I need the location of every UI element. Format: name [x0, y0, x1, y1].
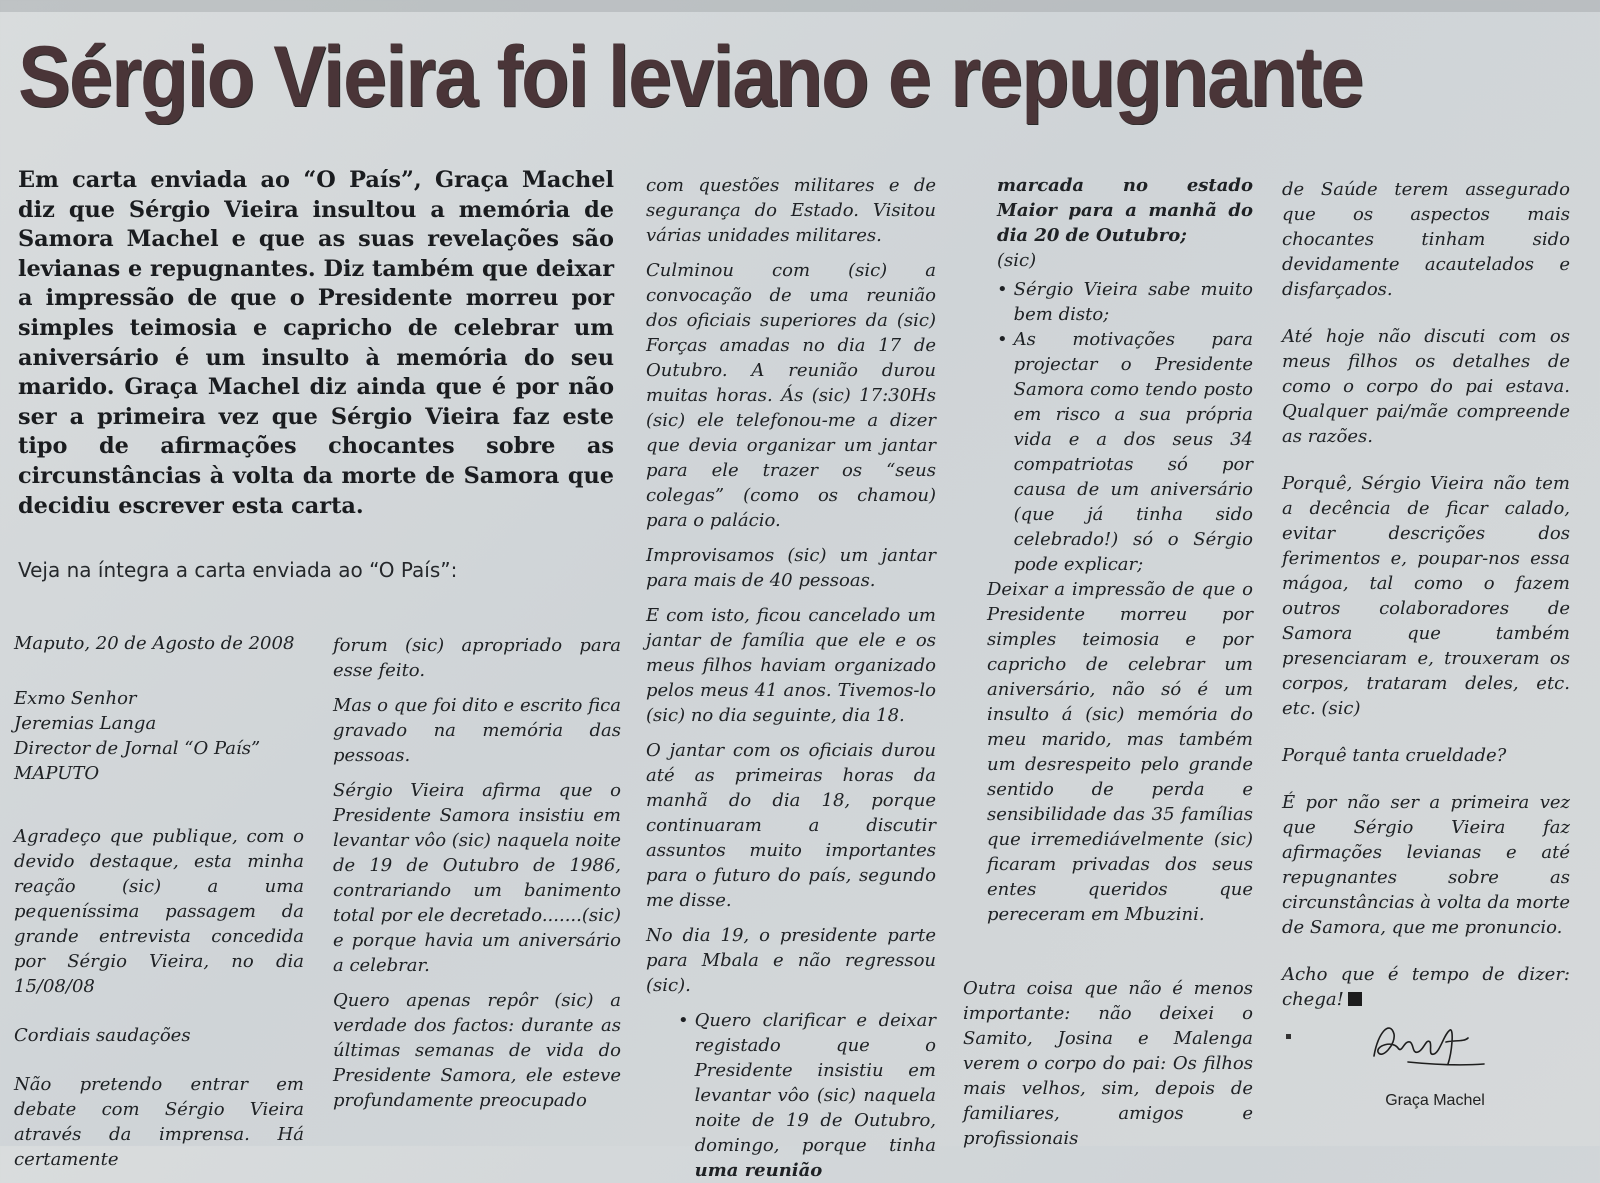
letter-closing: [1282, 962, 1570, 1012]
letter-paragraph: de Saúde terem assegurado que os aspectos mais chocantes tinham sido devidamente acautelados e disfarçados.: [1282, 179, 1570, 300]
bullet-text: As motivações para projectar o Presidente Samora como tendo posto em risco a sua própria vida e a dos seus 34 compatriotas só por causa de um aniversário (que já tinha sido celebrado!) só o Sérgio pode explicar;: [1013, 329, 1253, 575]
signature-name: Graça Machel: [1385, 1092, 1485, 1109]
addressee-line: Director de Jornal “O País”: [14, 738, 261, 759]
intro-line: Veja na íntegra a carta enviada ao “O País”:: [18, 558, 458, 582]
letter-paragraph: Porquê tanta crueldade?: [1282, 745, 1507, 766]
letter-paragraph: Sérgio Vieira afirma que o Presidente Samora insistiu em levantar vôo (sic) naquela noite de 19 de Outubro de 1986, contrariando um banimento total por ele decretado.......(sic) e porque havia um aniversário a celebrar.: [333, 780, 621, 976]
letter-greeting: Cordiais saudações: [14, 1025, 191, 1046]
sic-note: (sic): [997, 250, 1037, 271]
letter-paragraph: Porquê, Sérgio Vieira não tem a decência de ficar calado, evitar descrições dos ferimentos e, poupar-nos essa mágoa, tal como o fazem outros colaboradores de Samora que também presenciaram e, trouxeram os corpos, trataram deles, etc. etc. (sic): [1282, 473, 1570, 719]
bullet-bold-text: uma reunião: [694, 1160, 823, 1181]
letter-paragraph: Culminou com (sic) a convocação de uma reunião dos oficiais superiores da (sic) Forças amadas no dia 17 de Outubro. A reunião durou muitas horas. Ás (sic) 17:30Hs (sic) ele telefonou-me a dizer que devia organizar um jantar para ele trazer os “seus colegas” (como os chamou) para o palácio.: [646, 260, 936, 531]
letter-column-b: [333, 633, 621, 1123]
closing-text: Acho que é tempo de dizer: chega!: [1282, 964, 1570, 1010]
addressee-line: Jeremias Langa: [14, 713, 157, 734]
bullet-item: [997, 277, 1253, 327]
bullet-item: [646, 1008, 936, 1183]
letter-paragraph: O jantar com os oficiais durou até as primeiras horas da manhã do dia 18, porque continuaram a discutir assuntos muito importantes para o futuro do país, segundo me disse.: [646, 740, 936, 911]
bold-continuation: marcada no estado Maior para a manhã do dia 20 de Outubro;: [997, 175, 1253, 246]
signature-dot: [1286, 1034, 1291, 1039]
bullet-icon: •: [678, 1010, 689, 1031]
end-mark-icon: [1348, 992, 1362, 1006]
bullet-item: [997, 327, 1253, 577]
letter-paragraph: É por não ser a primeira vez que Sérgio Vieira faz afirmações levianas e até repugnantes sobre as circunstâncias à volta da morte de Samora, que me pronuncio.: [1282, 792, 1570, 938]
headline: Sérgio Vieira foi leviano e repugnante: [18, 29, 1363, 125]
letter-paragraph: Não pretendo entrar em debate com Sérgio Vieira através da imprensa. Há certamente: [14, 1074, 304, 1170]
signature-block: [1360, 1012, 1510, 1107]
handwritten-signature-icon: [1368, 1012, 1488, 1084]
bullet-icon: •: [997, 279, 1008, 300]
bullet-icon: •: [997, 329, 1008, 350]
letter-paragraph: Improvisamos (sic) um jantar para mais de 40 pessoas.: [646, 545, 936, 591]
letter-paragraph: Agradeço que publique, com o devido destaque, esta minha reação (sic) a uma pequeníssima passagem da grande entrevista concedida por Sérgio Vieira, no dia 15/08/08: [14, 826, 304, 997]
letter-paragraph: E com isto, ficou cancelado um jantar de família que ele e os meus filhos haviam organizado pelos meus 41 anos. Tivemos-lo (sic) no dia seguinte, dia 18.: [646, 605, 936, 726]
letter-date: Maputo, 20 de Agosto de 2008: [14, 633, 295, 654]
letter-paragraph: Outra coisa que não é menos importante: não deixei o Samito, Josina e Malenga verem o corpo do pai: Os filhos mais velhos, sim, depois de familiares, amigos e profissionais: [963, 978, 1253, 1149]
bullet-text: Sérgio Vieira sabe muito bem disto;: [1013, 279, 1253, 325]
addressee-line: MAPUTO: [14, 763, 100, 784]
letter-column-c: [646, 173, 936, 1183]
letter-column-d: [987, 173, 1253, 937]
lead-paragraph: Em carta enviada ao “O País”, Graça Machel diz que Sérgio Vieira insultou a memória de Samora Machel e que as suas revelações são levianas e repugnantes. Diz também que deixar a impressão de que o Presidente morreu por simples teimosia e capricho de celebrar um aniversário é um insulto à memória do seu marido. Graça Machel diz ainda que é por não ser a primeira vez que Sérgio Vieira faz este tipo de afirmações chocantes sobre as circunstâncias à volta da morte de Samora que decidiu escrever esta carta.: [18, 167, 614, 519]
letter-column-d-bottom: [963, 976, 1253, 1161]
letter-column-a: [14, 631, 304, 1182]
letter-paragraph: com questões militares e de segurança do Estado. Visitou várias unidades militares.: [646, 175, 936, 246]
letter-paragraph: Até hoje não discuti com os meus filhos os detalhes de como o corpo do pai estava. Qualquer pai/mãe compreende as razões.: [1282, 326, 1570, 447]
letter-paragraph: Mas o que foi dito e escrito fica gravado na memória das pessoas.: [333, 695, 621, 766]
letter-paragraph: forum (sic) apropriado para esse feito.: [333, 635, 621, 681]
letter-paragraph: Quero apenas repôr (sic) a verdade dos factos: durante as últimas semanas de vida do Presidente Samora, ele esteve profundamente preocupado: [333, 990, 621, 1111]
letter-column-e: [1282, 177, 1570, 1022]
letter-paragraph: No dia 19, o presidente parte para Mbala e não regressou (sic).: [646, 925, 936, 996]
letter-paragraph: Deixar a impressão de que o Presidente morreu por simples teimosia e por capricho de celebrar um aniversário, não só é um insulto á (sic) memória do meu marido, mas também um desrespeito pelo grande sentido de perda e sensibilidade das 35 famílias que irremediávelmente (sic) ficaram privadas dos seus entes queridos que pereceram em Mbuzini.: [987, 579, 1253, 925]
top-edge: [0, 0, 1600, 12]
bullet-text: Quero clarificar e deixar registado que o Presidente insistiu em levantar vôo (sic) naquela noite de 19 de Outubro, domingo, porque tinha: [694, 1010, 936, 1156]
addressee-line: Exmo Senhor: [14, 688, 137, 709]
